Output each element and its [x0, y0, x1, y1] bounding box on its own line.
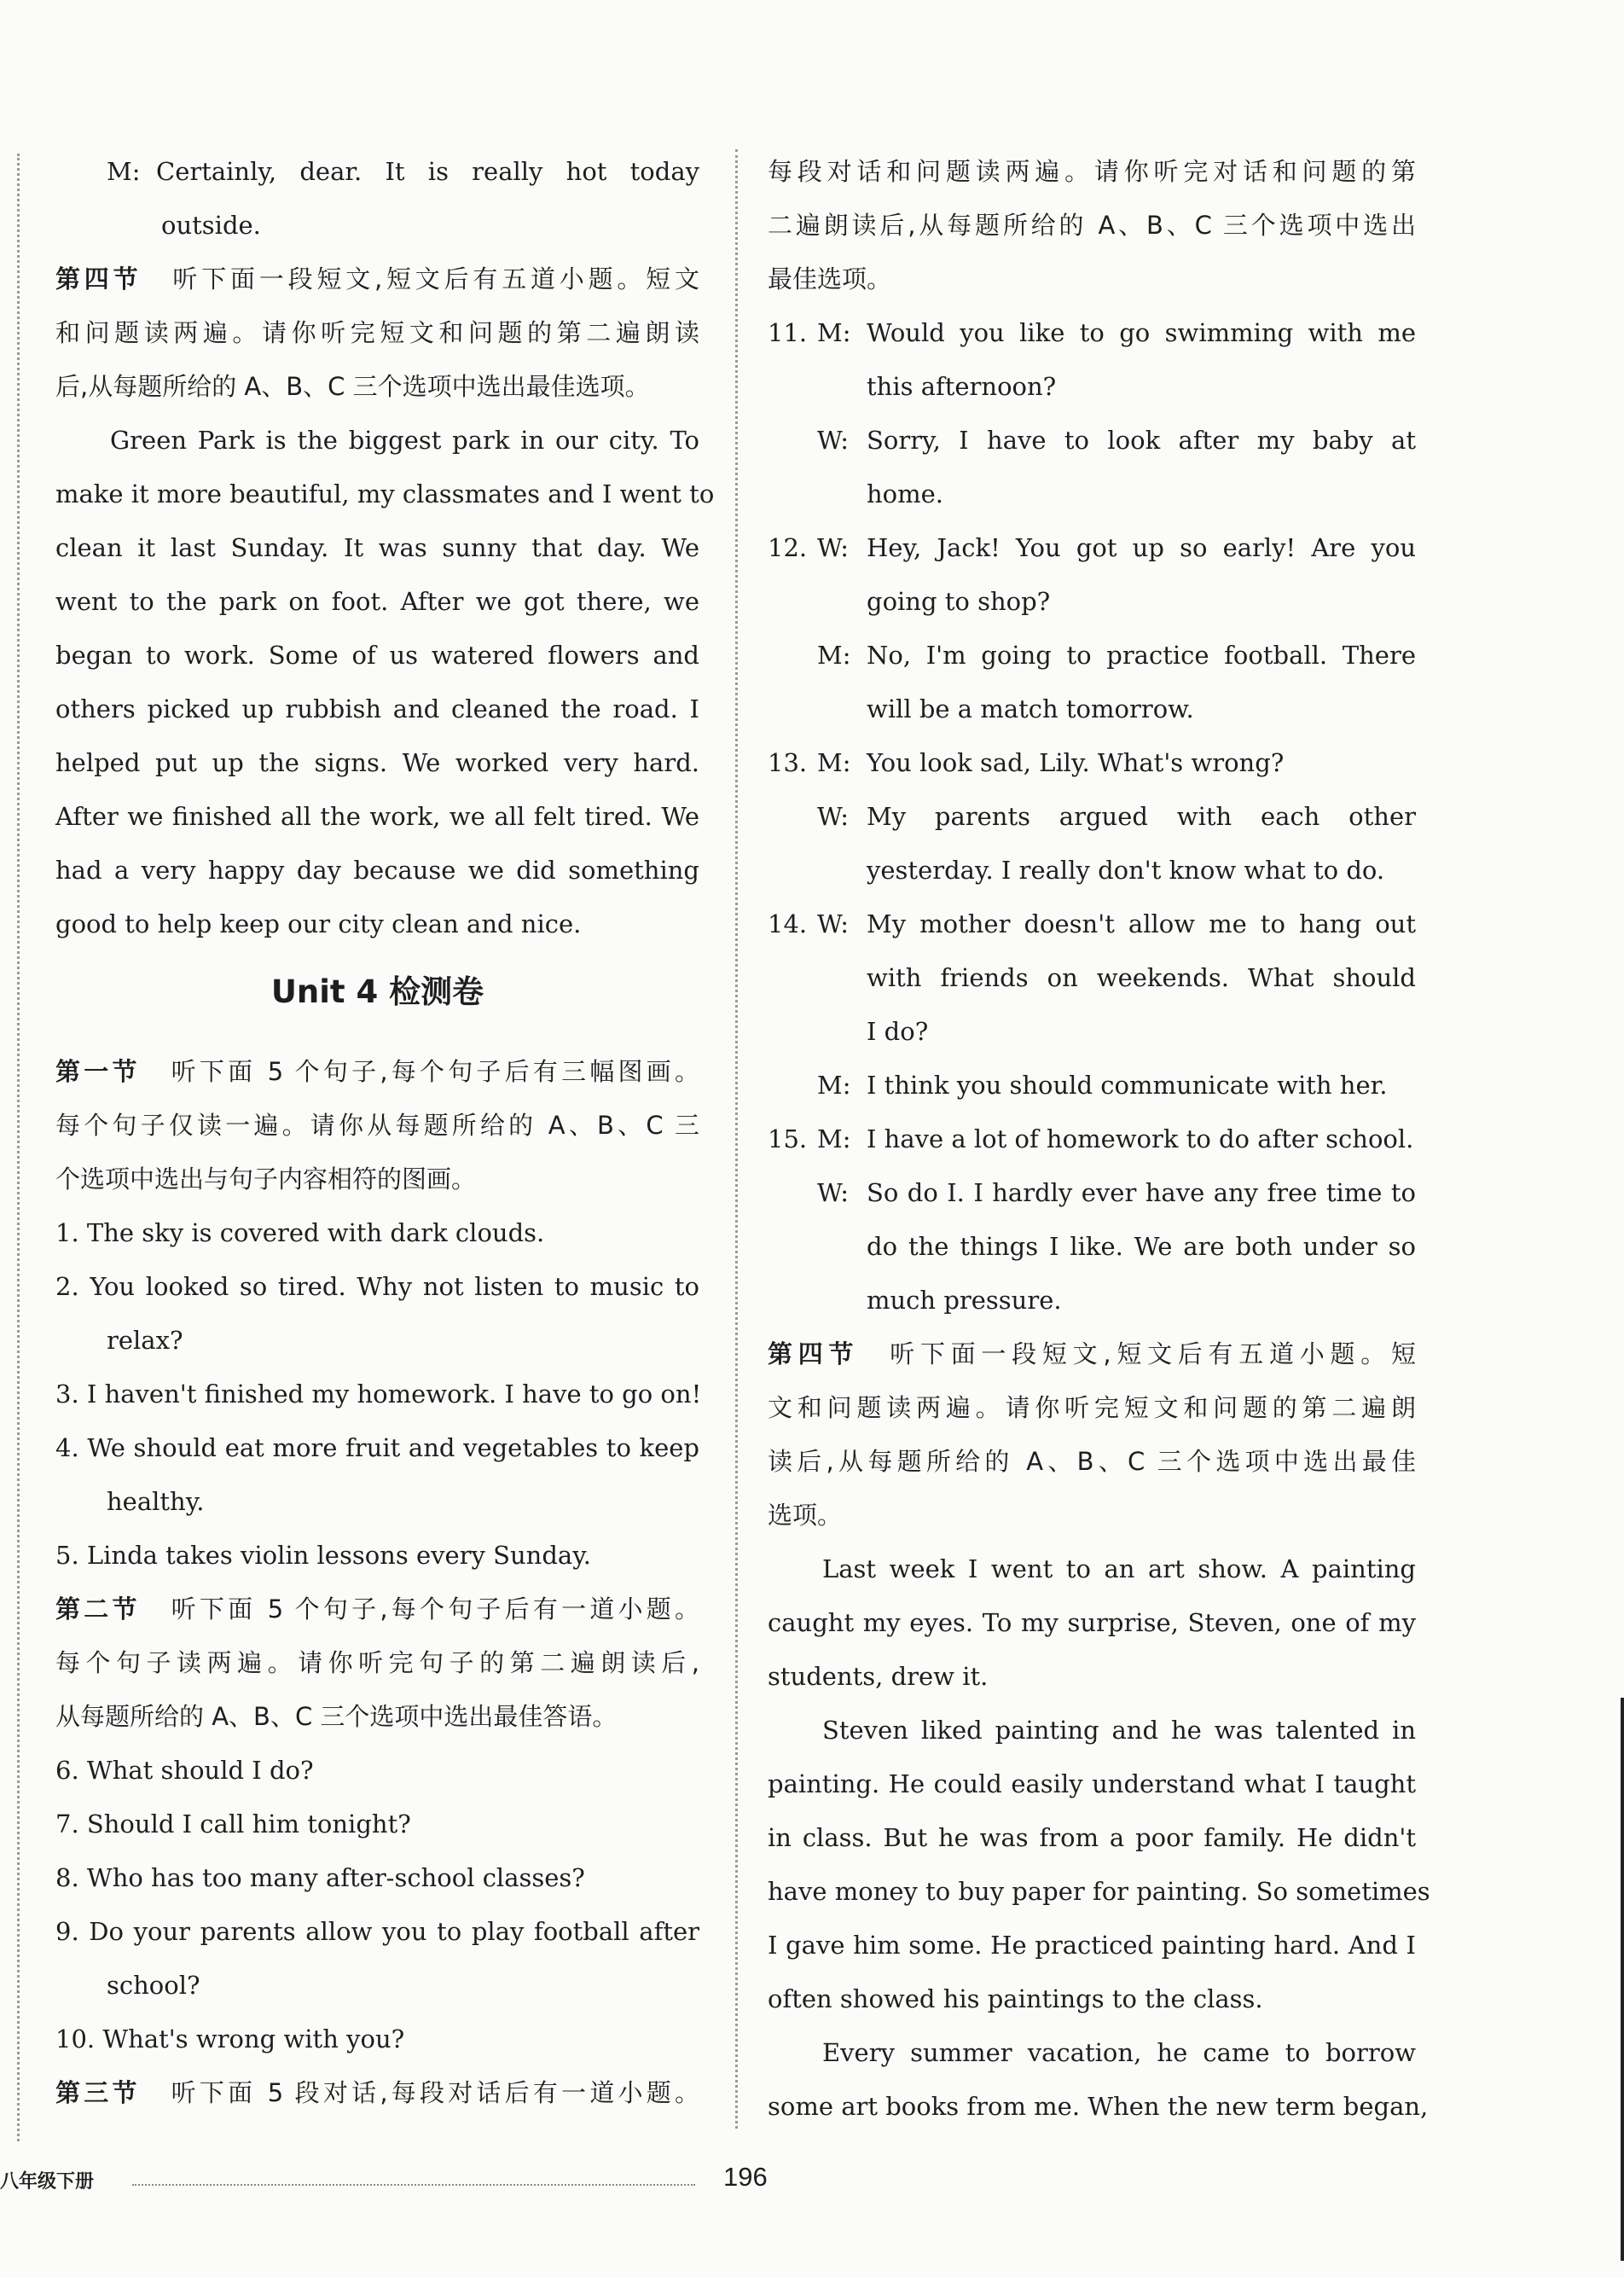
question-number: 1. — [55, 1218, 79, 1247]
question-text: Do your parents allow you to play football after — [89, 1917, 700, 1946]
speaker-label: W: — [817, 533, 850, 562]
dialogue-text: Hey, Jack! You got up so early! Are you — [867, 533, 1416, 562]
passage-line: students, drew it. — [768, 1662, 989, 1691]
passage-line: good to help keep our city clean and nice. — [55, 909, 582, 938]
question-text: Should I call him tonight? — [86, 1809, 411, 1838]
section-instruction: 后,从每题所给的 A、B、C 三个选项中选出最佳选项。 — [55, 372, 650, 401]
section-instruction: 听下面一段短文,短文后有五道小题。短 — [890, 1339, 1416, 1368]
speaker-label: M: — [817, 641, 851, 670]
dialogue-number: 11. — [768, 318, 808, 347]
speaker-label: W: — [817, 802, 850, 831]
dialogue-text: I think you should communicate with her. — [867, 1071, 1388, 1100]
question-number: 4. — [55, 1433, 79, 1462]
dialogue-line — [768, 1059, 1416, 1112]
section-instruction: 每个句子仅读一遍。请你从每题所给的 A、B、C 三 — [55, 1111, 699, 1140]
question-text: school? — [107, 1971, 200, 2000]
passage-line: After we finished all the work, we all felt tired. We — [55, 802, 699, 831]
dialogue-text: So do I. I hardly ever have any free time to — [867, 1178, 1416, 1207]
question-item — [55, 1744, 699, 1798]
section-heading-line — [55, 2066, 699, 2120]
dialogue-text: You look sad, Lily. What's wrong? — [867, 748, 1285, 777]
question-number: 9. — [55, 1917, 79, 1946]
footer-dotted-rule — [132, 2184, 695, 2186]
dialogue-line — [55, 145, 699, 199]
section-heading-line — [55, 1583, 699, 1636]
dialogue-text: going to shop? — [867, 587, 1051, 616]
question-number: 3. — [55, 1380, 79, 1409]
section-instruction: 听下面 5 个句子,每个句子后有三幅图画。 — [171, 1057, 699, 1086]
passage-line: began to work. Some of us watered flowers and — [55, 641, 699, 670]
passage-line: had a very happy day because we did something — [55, 856, 699, 885]
section-heading-line — [768, 1327, 1416, 1381]
passage-line: Steven liked painting and he was talented in — [822, 1716, 1416, 1745]
section-label: 第一节 — [55, 1057, 141, 1086]
passage-line: caught my eyes. To my surprise, Steven, one of my — [768, 1608, 1416, 1637]
question-number: 6. — [55, 1756, 79, 1785]
section-instruction: 文和问题读两遍。请你听完短文和问题的第二遍朗 — [768, 1393, 1416, 1422]
question-item — [55, 1421, 699, 1475]
dialogue-line — [768, 1112, 1416, 1166]
section-instruction: 读后,从每题所给的 A、B、C 三个选项中选出最佳 — [768, 1447, 1416, 1476]
left-column — [55, 145, 715, 2120]
dialogue-text: yesterday. I really don't know what to do. — [867, 856, 1385, 885]
dialogue-text: No, I'm going to practice football. There — [867, 641, 1416, 670]
section-instruction: 个选项中选出与句子内容相符的图画。 — [55, 1165, 477, 1194]
dialogue-text: home. — [867, 479, 944, 508]
section-instruction: 每段对话和问题读两遍。请你听完对话和问题的第 — [768, 157, 1416, 186]
speaker-label: M: — [817, 748, 851, 777]
passage-line: went to the park on foot. After we got there, we — [55, 587, 699, 616]
speaker-label: W: — [817, 1178, 850, 1207]
unit-title: Unit 4 检测卷 — [270, 973, 484, 1010]
right-column — [768, 145, 1430, 2134]
passage-line: Green Park is the biggest park in our city. To — [110, 426, 699, 455]
passage-line: have money to buy paper for painting. So sometimes — [768, 1877, 1430, 1906]
dialogue-text: will be a match tomorrow. — [867, 694, 1194, 723]
dialogue-line — [768, 414, 1416, 468]
section-label: 第四节 — [768, 1339, 860, 1368]
section-instruction: 每个句子读两遍。请你听完句子的第二遍朗读后, — [55, 1648, 699, 1677]
passage-line: I gave him some. He practiced painting hard. And I — [768, 1931, 1416, 1960]
passage-line: Last week I went to an art show. A painting — [822, 1554, 1416, 1583]
section-label: 第二节 — [55, 1594, 141, 1624]
speaker-label: M: — [107, 157, 141, 186]
dialogue-line — [768, 521, 1416, 575]
dialogue-text: outside. — [161, 211, 261, 240]
dialogue-text: Would you like to go swimming with me — [867, 318, 1416, 347]
question-number: 10. — [55, 2024, 96, 2053]
section-instruction: 听下面 5 个句子,每个句子后有一道小题。 — [171, 1594, 699, 1624]
question-item — [55, 1260, 699, 1314]
section-instruction: 二遍朗读后,从每题所给的 A、B、C 三个选项中选出 — [768, 211, 1416, 240]
speaker-label: M: — [817, 1071, 851, 1100]
dialogue-text: this afternoon? — [867, 372, 1057, 401]
dialogue-text: My parents argued with each other — [867, 802, 1416, 831]
passage-line: clean it last Sunday. It was sunny that day. We — [55, 533, 699, 562]
dialogue-number: 12. — [768, 533, 808, 562]
question-text: The sky is covered with dark clouds. — [86, 1218, 545, 1247]
dialogue-line — [768, 790, 1416, 844]
section-instruction: 最佳选项。 — [768, 264, 892, 293]
page-footer — [0, 2162, 1624, 2210]
passage-line: some art books from me. When the new term began, — [768, 2092, 1429, 2121]
dialogue-line — [768, 736, 1416, 790]
section-label: 第三节 — [55, 2078, 141, 2107]
question-item — [55, 2013, 699, 2066]
question-number: 2. — [55, 1272, 79, 1301]
dialogue-line — [768, 306, 1416, 360]
binding-rule-left — [17, 154, 20, 2141]
question-item — [55, 1368, 702, 1421]
dialogue-number: 14. — [768, 909, 808, 938]
dialogue-text: much pressure. — [867, 1286, 1062, 1315]
section-instruction: 听下面一段短文,短文后有五道小题。短文 — [172, 264, 699, 293]
dialogue-text: do the things I like. We are both under so — [867, 1232, 1416, 1261]
dialogue-text: Sorry, I have to look after my baby at — [867, 426, 1416, 455]
dialogue-number: 15. — [768, 1124, 808, 1153]
question-text: We should eat more fruit and vegetables to keep — [87, 1433, 699, 1462]
dialogue-line — [768, 629, 1416, 683]
question-text: relax? — [107, 1326, 183, 1355]
section-instruction: 听下面 5 段对话,每段对话后有一道小题。 — [171, 2078, 699, 2107]
question-item — [55, 1905, 699, 1959]
question-text: I haven't finished my homework. I have to go on! — [86, 1380, 702, 1409]
dialogue-text: I do? — [867, 1017, 929, 1046]
question-item — [55, 1529, 699, 1583]
binding-rule-center — [735, 149, 738, 2129]
passage-line: Every summer vacation, he came to borrow — [822, 2038, 1416, 2067]
dialogue-line — [768, 1166, 1416, 1220]
passage-line: in class. But he was from a poor family. He didn't — [768, 1823, 1416, 1852]
question-text: healthy. — [107, 1487, 205, 1516]
section-label: 第四节 — [55, 264, 142, 293]
question-number: 5. — [55, 1541, 79, 1570]
passage-line: others picked up rubbish and cleaned the road. I — [55, 694, 699, 723]
dialogue-text: with friends on weekends. What should — [867, 963, 1416, 992]
section-heading-line — [55, 253, 699, 306]
dialogue-text: My mother doesn't allow me to hang out — [867, 909, 1416, 938]
dialogue-number: 13. — [768, 748, 808, 777]
question-text: Who has too many after-school classes? — [86, 1863, 585, 1892]
section-heading-line — [55, 1045, 699, 1099]
dialogue-text: Certainly, dear. It is really hot today — [156, 157, 699, 186]
page-number: 196 — [723, 2162, 768, 2192]
question-item — [55, 1798, 699, 1851]
passage-line: make it more beautiful, my classmates and I went to — [55, 479, 715, 508]
section-instruction: 从每题所给的 A、B、C 三个选项中选出最佳答语。 — [55, 1702, 618, 1731]
question-item — [55, 1206, 699, 1260]
passage-line: helped put up the signs. We worked very hard. — [55, 748, 699, 777]
question-number: 8. — [55, 1863, 79, 1892]
grade-label: 八年级下册 — [0, 2171, 95, 2193]
question-text: What should I do? — [86, 1756, 314, 1785]
passage-line: often showed his paintings to the class. — [768, 1984, 1263, 2013]
section-instruction: 选项。 — [768, 1501, 843, 1530]
passage-line: painting. He could easily understand what I taught — [768, 1769, 1416, 1798]
speaker-label: W: — [817, 426, 850, 455]
question-item — [55, 1851, 699, 1905]
question-number: 7. — [55, 1809, 79, 1838]
section-instruction: 和问题读两遍。请你听完短文和问题的第二遍朗读 — [55, 318, 699, 347]
speaker-label: M: — [817, 1124, 851, 1153]
question-text: Linda takes violin lessons every Sunday. — [86, 1541, 591, 1570]
speaker-label: W: — [817, 909, 850, 938]
question-text: What's wrong with you? — [102, 2024, 405, 2053]
dialogue-line — [768, 897, 1416, 951]
speaker-label: M: — [817, 318, 851, 347]
question-text: You looked so tired. Why not listen to music to — [90, 1272, 700, 1301]
dialogue-text: I have a lot of homework to do after school. — [867, 1124, 1414, 1153]
